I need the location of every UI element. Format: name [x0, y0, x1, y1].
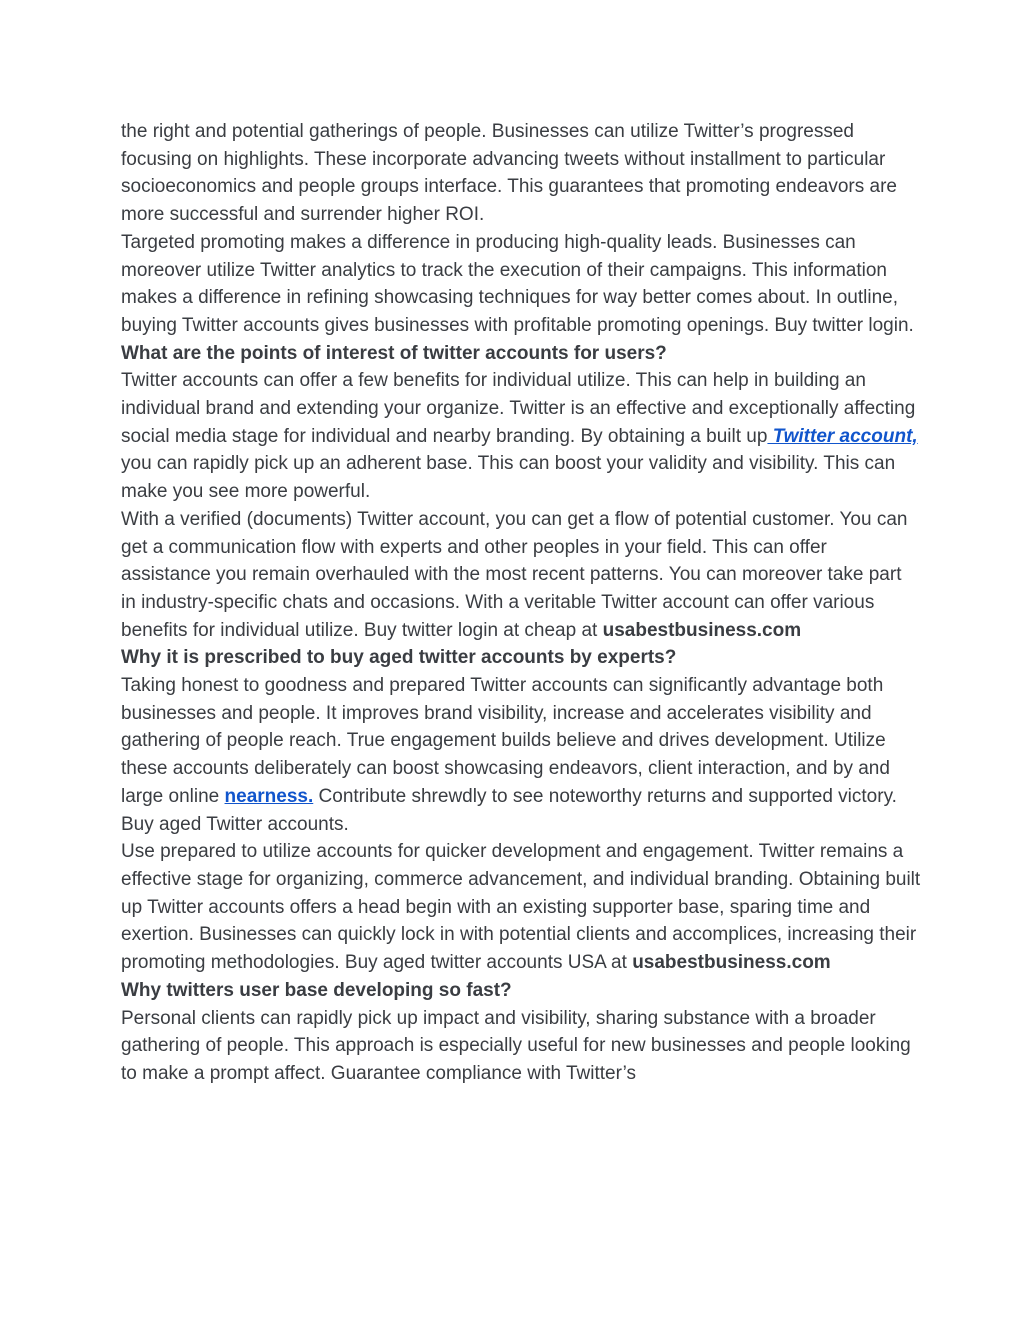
paragraph-text: Use prepared to utilize accounts for quicker development and engagement. Twitter remains a effective stage for organizing, commerce advancement, and individual branding. Obtaining built up Twitter accounts offers a head begin with an existing supporter base, sparing time and exertion. Businesses can quickly lock in with potential clients and accomplices, increasing their promoting methodologies. Buy aged twitter accounts USA at — [121, 841, 921, 974]
paragraph: the right and potential gatherings of people. Businesses can utilize Twitter’s progressed focusing on highlights. These incorporate advancing tweets without installment to particular socioeconomics and people groups interface. This guarantees that promoting endeavors are more successful and surrender higher ROI. — [121, 121, 897, 226]
paragraph: Personal clients can rapidly pick up impact and visibility, sharing substance with a broader gathering of people. This approach is especially useful for new businesses and people looking to make a prompt affect. Guarantee compliance with Twitter’s — [121, 1007, 911, 1084]
paragraph-text: Contribute shrewdly to see noteworthy returns and supported victory. Buy aged Twitter accounts. — [121, 785, 897, 835]
paragraph — [121, 672, 921, 838]
paragraph: Targeted promoting makes a difference in producing high-quality leads. Businesses can moreover utilize Twitter analytics to track the execution of their campaigns. This information makes a difference in refining showcasing techniques for way better comes about. In outline, buying Twitter accounts gives businesses with profitable promoting openings. Buy twitter login. — [121, 231, 914, 336]
section-heading: Why twitters user base developing so fast? — [121, 979, 512, 1001]
paragraph-text: Taking honest to goodness and prepared Twitter accounts can significantly advantage both businesses and people. It improves brand visibility, increase and accelerates visibility and gathering of people reach. True engagement builds believe and drives development. Utilize these accounts deliberately can boost showcasing endeavors, client interaction, and by and large online — [121, 675, 890, 807]
paragraph-text: Twitter accounts can offer a few benefits for individual utilize. This can help in building an individual brand and extending your organize. Twitter is an effective and exceptionally affecting social media stage for individual and nearby branding. By obtaining a built up — [121, 370, 916, 447]
site-name: usabestbusiness.com — [632, 952, 831, 974]
twitter-account-link[interactable]: Twitter account, — [767, 425, 918, 447]
section-heading: What are the points of interest of twitter accounts for users? — [121, 342, 667, 364]
paragraph-text: With a verified (documents) Twitter account, you can get a flow of potential customer. You can get a communication flow with experts and other peoples in your field. This can offer assistance you remain overhauled with the most recent patterns. You can moreover take part in industry-specific chats and occasions. With a veritable Twitter account can offer various benefits for individual utilize. Buy twitter login at cheap at — [121, 508, 908, 641]
document-page — [121, 118, 921, 1088]
paragraph — [121, 506, 921, 645]
paragraph — [121, 838, 921, 977]
section-heading: Why it is prescribed to buy aged twitter accounts by experts? — [121, 647, 677, 669]
site-name: usabestbusiness.com — [602, 619, 802, 641]
paragraph — [121, 367, 921, 506]
paragraph-text: you can rapidly pick up an adherent base. This can boost your validity and visibility. This can make you see more powerful. — [121, 453, 896, 503]
nearness-link[interactable]: nearness. — [224, 785, 314, 807]
